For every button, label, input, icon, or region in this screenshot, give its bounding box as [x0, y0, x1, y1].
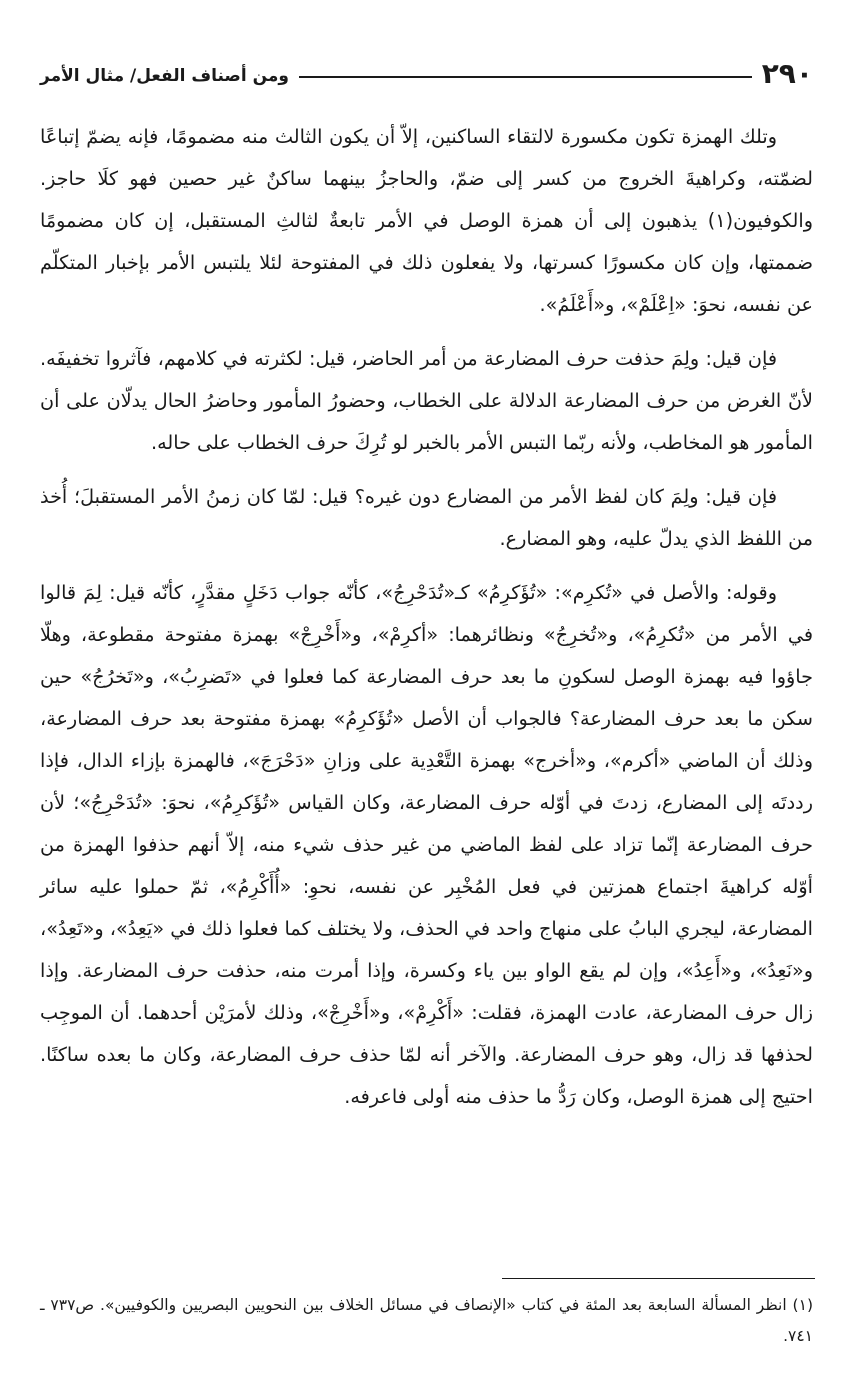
body-text: [40, 116, 813, 1118]
footnote-rule: [502, 1278, 815, 1279]
footnote: [40, 1290, 813, 1352]
paragraph: وقوله: والأصل في «تُكرِم»: «تُؤَكرِمُ» كـ«تُدَحْرِجُ»، كأنّه جواب دَخَلٍ مقدَّرٍ، كأنّه قيل: لِمَ قالوا في الأمر من «تُكرِمُ»، و«تُخرِجُ» ونظائرهما: «أكرِمْ»، و«أَخْرِجْ» بهمزة مفتوحة مقطوعة، وهلّا جاؤوا فيه بهمزة الوصل لسكونِ ما بعد حرف المضارعة كما فعلوا في «تَضرِبُ»، و«تَخرُجُ» حين سكن ما بعد حرف المضارعة؟ فالجواب أن الأصل «تُؤَكرِمُ» بهمزة مفتوحة بعد حرف المضارعة، وذلك أن الماضي «أكرم»، و«أخرج» بهمزة التَّعْدِية على وزانِ «دَحْرَجَ»، فالهمزة بإزاء الدال، فإذا رددتَه إلى المضارع، زدتَ في أوّله حرف المضارعة، وكان القياس «تُؤَكرِمُ»، نحوَ: «تُدَحْرِجُ»؛ لأن حرف المضارعة إنّما تزاد على لفظ الماضي من غير حذف شيء منه، إلاّ أنهم حذفوا الهمزة من أوّله كراهيةَ اجتماع همزتين في فعل المُخْبِر عن نفسه، نحوِ: «أُأَكْرِمُ»، ثمّ حملوا عليه سائر المضارعة، ليجري البابُ على منهاج واحد في الحذف، ولا يختلف كما فعلوا ذلك في «يَعِدُ»، و«تَعِدُ»، و«نَعِدُ»، و«أَعِدُ»، وإن لم يقع الواو بين ياء وكسرة، وإذا أمرت منه، حذفت حرف المضارعة. وإذا زال حرف المضارعة، عادت الهمزة، فقلت: «أَكْرِمْ»، و«أَخْرِجْ»، وذلك لأمرَيْن أحدهما. أن الموجِب لحذفها قد زال، وهو حرف المضارعة. والآخر أنه لمّا حذف حرف المضارعة، وكان ما بعده ساكنًا. احتيج إلى همزة الوصل، وكان رَدُّ ما حذف منه أولى فاعرفه.: [40, 581, 813, 1108]
paragraph: فإن قيل: ولِمَ كان لفظ الأمر من المضارع دون غيره؟ قيل: لمّا كان زمنُ الأمر المستقبلَ؛ أُخذ من اللفظ الذي يدلّ عليه، وهو المضارع.: [40, 485, 813, 550]
header-rule: [299, 76, 752, 78]
page-header: [40, 44, 813, 90]
paragraph: وتلك الهمزة تكون مكسورة لالتقاء الساكنين، إلاّ أن يكون الثالث منه مضمومًا، فإنه يضمّ إتباعًا لضمّته، وكراهيةَ الخروج من كسر إلى ضمّ، والحاجزُ بينهما ساكنٌ غير حصين فهو كلَا حاجز. والكوفيون(١) يذهبون إلى أن همزة الوصل في الأمر تابعةٌ لثالثِ المستقبل، إن كان مضمومًا ضممتها، وإن كان مكسورًا كسرتها، ولا يفعلون ذلك في المفتوحة لئلا يلتبس الأمر بإخبار المتكلّم عن نفسه، نحوَ: «اِعْلَمْ»، و«أَعْلَمُ».: [40, 125, 813, 316]
footnote-text: (١) انظر المسألة السابعة بعد المئة في كتاب «الإنصاف في مسائل الخلاف بين النحويين البصريين والكوفيين». ص٧٣٧ ـ ٧٤١.: [40, 1296, 813, 1345]
running-title: ومن أصناف الفعل/ مثال الأمر: [40, 66, 289, 86]
paragraph: فإن قيل: ولِمَ حذفت حرف المضارعة من أمر الحاضر، قيل: لكثرته في كلامهم، فآثروا تخفيفَه. لأنّ الغرض من حرف المضارعة الدلالة على الخطاب، وحضورُ المأمور وحاضرُ الحال يدلّان على أن المأمور هو المخاطب، ولأنه ربّما التبس الأمر بالخبر لو تُرِكَ حرف الخطاب على حاله.: [40, 347, 813, 454]
page-number: ٢٩٠: [761, 57, 813, 90]
